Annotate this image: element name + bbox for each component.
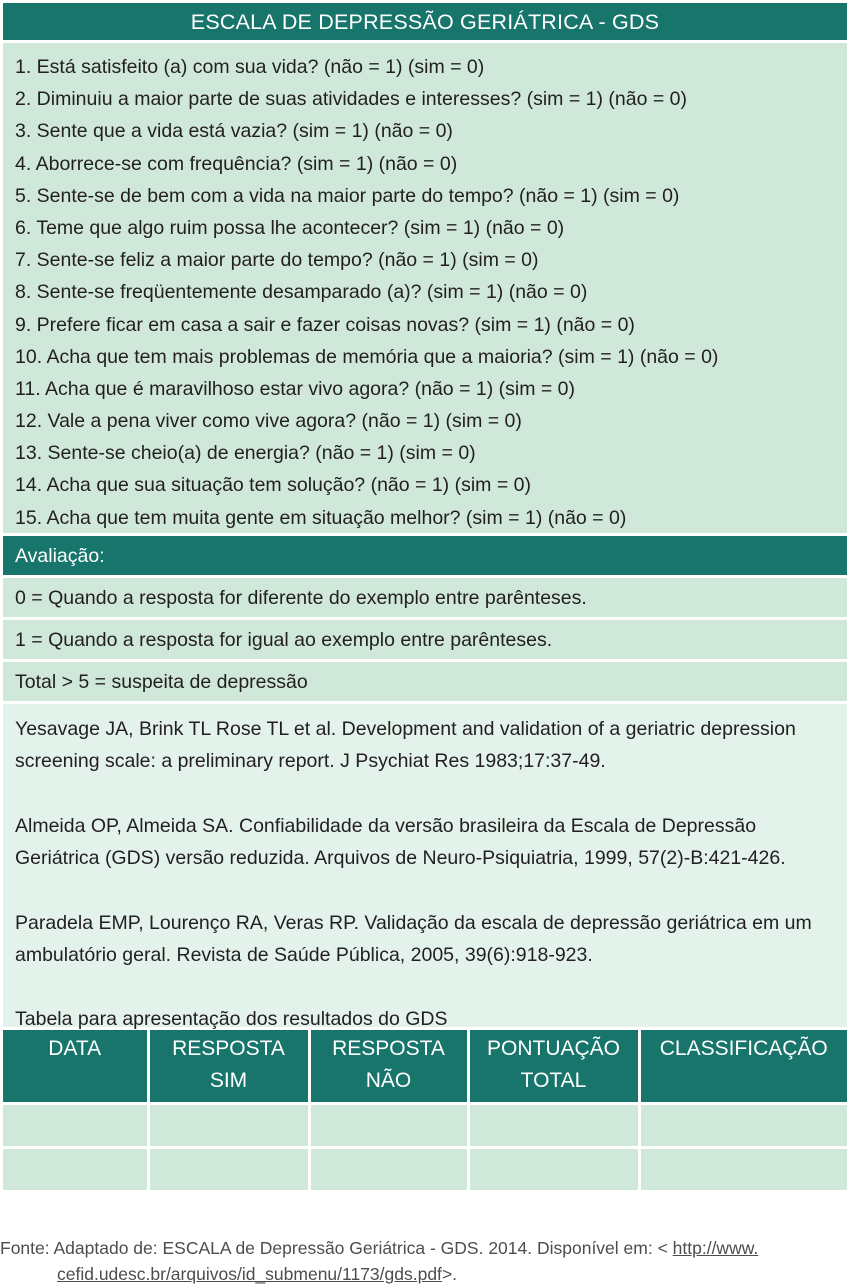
col-header-data: DATA bbox=[3, 1030, 148, 1104]
gds-sheet bbox=[3, 3, 847, 1190]
table-cell[interactable] bbox=[3, 1104, 148, 1148]
evaluation-heading: Avaliação: bbox=[3, 536, 847, 575]
table-cell[interactable] bbox=[148, 1148, 309, 1191]
page-title: ESCALA DE DEPRESSÃO GERIÁTRICA - GDS bbox=[3, 3, 847, 40]
references-panel bbox=[3, 704, 847, 1030]
table-cell[interactable] bbox=[148, 1104, 309, 1148]
col-header-resposta-sim: RESPOSTA SIM bbox=[148, 1030, 309, 1104]
question-item: 9. Prefere ficar em casa a sair e fazer coisas novas? (sim = 1) (não = 0) bbox=[15, 313, 635, 336]
reference-item: Yesavage JA, Brink TL Rose TL et al. Development and validation of a geriatric depression screening scale: a preliminary report. J Psychiat Res 1983;17:37-49. bbox=[15, 718, 796, 772]
source-link-part2[interactable]: cefid.udesc.br/arquivos/id_submenu/1173/gds.pdf bbox=[57, 1264, 442, 1284]
question-item: 15. Acha que tem muita gente em situação melhor? (sim = 1) (não = 0) bbox=[15, 506, 627, 529]
question-item: 1. Está satisfeito (a) com sua vida? (não = 1) (sim = 0) bbox=[15, 56, 485, 78]
results-table bbox=[3, 1030, 847, 1190]
source-link-part1[interactable]: http://www. bbox=[672, 1238, 759, 1258]
table-cell[interactable] bbox=[639, 1148, 847, 1191]
question-item: 7. Sente-se feliz a maior parte do tempo? (não = 1) (sim = 0) bbox=[15, 249, 539, 272]
reference-item: Paradela EMP, Lourenço RA, Veras RP. Validação da escala de depressão geriátrica em um ambulatório geral. Revista de Saúde Pública, 2005, 39(6):918-923. bbox=[15, 912, 812, 966]
question-item: 12. Vale a pena viver como vive agora? (não = 1) (sim = 0) bbox=[15, 410, 522, 433]
question-item: 10. Acha que tem mais problemas de memória que a maioria? (sim = 1) (não = 0) bbox=[15, 345, 719, 368]
table-cell[interactable] bbox=[468, 1148, 639, 1191]
table-row bbox=[3, 1104, 847, 1148]
table-cell[interactable] bbox=[639, 1104, 847, 1148]
question-item: 14. Acha que sua situação tem solução? (não = 1) (sim = 0) bbox=[15, 474, 531, 497]
table-row bbox=[3, 1148, 847, 1191]
evaluation-rule-zero: 0 = Quando a resposta for diferente do exemplo entre parênteses. bbox=[3, 578, 847, 617]
evaluation-rule-one: 1 = Quando a resposta for igual ao exemplo entre parênteses. bbox=[3, 620, 847, 659]
table-caption: Tabela para apresentação dos resultados do GDS bbox=[15, 1008, 448, 1030]
col-header-resposta-nao: RESPOSTA NÃO bbox=[309, 1030, 468, 1104]
source-note bbox=[0, 1235, 758, 1287]
table-cell[interactable] bbox=[309, 1148, 468, 1191]
evaluation-total: Total > 5 = suspeita de depressão bbox=[3, 662, 847, 701]
questions-panel bbox=[3, 43, 847, 533]
question-item: 11. Acha que é maravilhoso estar vivo agora? (não = 1) (sim = 0) bbox=[15, 377, 576, 400]
question-item: 6. Teme que algo ruim possa lhe acontecer? (sim = 1) (não = 0) bbox=[15, 216, 565, 239]
table-cell[interactable] bbox=[468, 1104, 639, 1148]
table-cell[interactable] bbox=[3, 1148, 148, 1191]
table-header-row bbox=[3, 1030, 847, 1104]
col-header-pontuacao-total: PONTUAÇÃO TOTAL bbox=[468, 1030, 639, 1104]
question-item: 5. Sente-se de bem com a vida na maior parte do tempo? (não = 1) (sim = 0) bbox=[15, 184, 680, 207]
question-item: 2. Diminuiu a maior parte de suas atividades e interesses? (sim = 1) (não = 0) bbox=[15, 88, 687, 111]
question-item: 8. Sente-se freqüentemente desamparado (a)? (sim = 1) (não = 0) bbox=[15, 281, 588, 304]
question-item: 13. Sente-se cheio(a) de energia? (não = 1) (sim = 0) bbox=[15, 442, 476, 465]
source-line-1: Fonte: Adaptado de: ESCALA de Depressão Geriátrica - GDS. 2014. Disponível em: < http://www. bbox=[0, 1238, 759, 1258]
source-line-2: cefid.udesc.br/arquivos/id_submenu/1173/gds.pdf>. bbox=[57, 1264, 458, 1284]
reference-item: Almeida OP, Almeida SA. Confiabilidade da versão brasileira da Escala de Depressão Geriátrica (GDS) versão reduzida. Arquivos de Neuro-Psiquiatria, 1999, 57(2)-B:421-426. bbox=[15, 815, 786, 869]
question-item: 3. Sente que a vida está vazia? (sim = 1) (não = 0) bbox=[15, 120, 453, 143]
col-header-classificacao: CLASSIFICAÇÃO bbox=[639, 1030, 847, 1104]
question-item: 4. Aborrece-se com frequência? (sim = 1) (não = 0) bbox=[15, 152, 458, 175]
table-cell[interactable] bbox=[309, 1104, 468, 1148]
